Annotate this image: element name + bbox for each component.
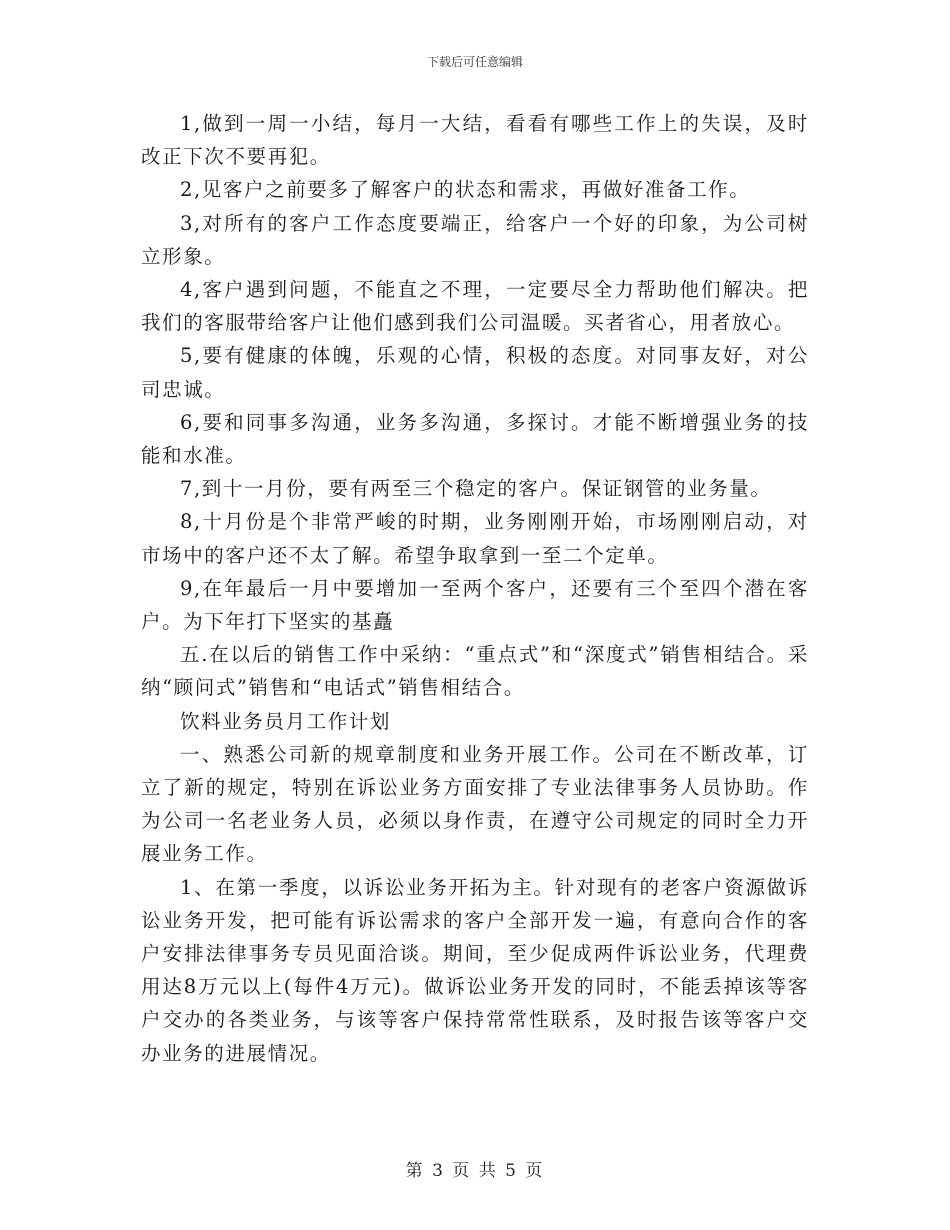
paragraph-1: 1,做到一周一小结，每月一大结，看看有哪些工作上的失误，及时改正下次不要再犯。 [141, 112, 809, 169]
paragraph-3: 3,对所有的客户工作态度要端正，给客户一个好的印象，为公司树立形象。 [141, 211, 809, 268]
header-note: 下载后可任意编辑 [426, 55, 523, 69]
document-body [141, 107, 809, 1070]
paragraph-4: 4,客户遇到问题，不能直之不理，一定要尽全力帮助他们解决。把我们的客服带给客户让他们感到我们公司温暖。买者省心，用者放心。 [141, 278, 809, 335]
section-title: 饮料业务员月工作计划 [180, 709, 392, 733]
paragraph-7: 7,到十一月份，要有两至三个稳定的客户。保证钢管的业务量。 [180, 477, 772, 501]
paragraph-9: 9,在年最后一月中要增加一至两个客户，还要有三个至四个潜在客户。为下年打下坚实的基矗 [141, 576, 809, 634]
paragraph-2: 2,见客户之前要多了解客户的状态和需求，再做好准备工作。 [180, 178, 751, 202]
paragraph-6: 6,要和同事多沟通，业务多沟通，多探讨。才能不断增强业务的技能和水准。 [141, 410, 809, 468]
paragraph-8: 8,十月份是个非常严峻的时期，业务刚刚开始，市场刚刚启动，对市场中的客户还不太了解。希望争取拿到一至二个定单。 [141, 510, 809, 567]
paragraph-5: 5,要有健康的体魄，乐观的心情，积极的态度。对同事友好，对公司忠诚。 [141, 344, 809, 401]
page-number: 第 3 页 共 5 页 [405, 1161, 545, 1181]
paragraph-q1: 1、在第一季度，以诉讼业务开拓为主。针对现有的老客户资源做诉讼业务开发，把可能有诉讼需求的客户全部开发一遍，有意向合作的客户安排法律事务专员见面洽谈。期间，至少促成两件诉讼业务，代理费用达8万元以上(每件4万元)。做诉讼业务开发的同时，不能丢掉该等客户交办的各类业务，与该等客户保持常常性联系，及时报告该等客户交办业务的进展情况。 [141, 875, 809, 1065]
paragraph-section-1: 一、熟悉公司新的规章制度和业务开展工作。公司在不断改革，订立了新的规定，特别在诉讼业务方面安排了专业法律事务人员协助。作为公司一名老业务人员，必须以身作责，在遵守公司规定的同时全力开展业务工作。 [141, 742, 809, 866]
paragraph-section-5: 五.在以后的销售工作中采纳：“重点式”和“深度式”销售相结合。采纳“顾问式”销售和“电话式”销售相结合。 [141, 643, 809, 700]
